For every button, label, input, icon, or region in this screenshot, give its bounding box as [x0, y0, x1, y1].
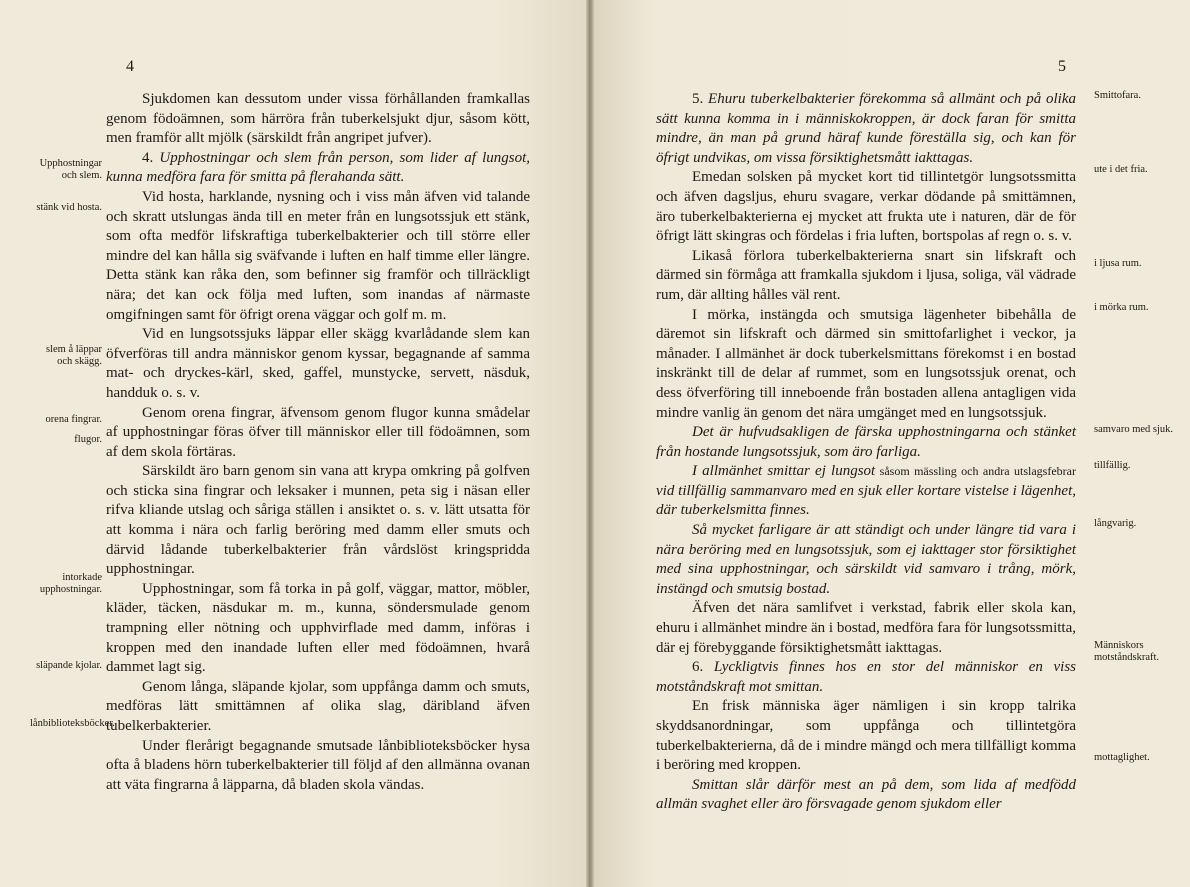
paragraph	[106, 678, 530, 737]
book-gutter	[586, 0, 594, 887]
paragraph	[656, 168, 1076, 246]
text-run: Under flerårigt begagnande smutsade lånbiblioteksböcker hysa ofta å bladens hörn tuberkelbakterier till följd af den allmänna ovanan att väta fingrarna å läpparna, då bladen skola vändas.	[106, 737, 530, 793]
text-run: Äfven det nära samlifvet i verkstad, fabrik eller skola kan, ehuru i allmänhet mindre än i bostad, medföra fara för lungsotssmitta, där ej förebyggande försiktighetsmått iakttagas.	[656, 600, 1076, 656]
text-run: 6.	[692, 659, 714, 676]
margin-note: Smittofara.	[1094, 90, 1141, 101]
paragraph	[106, 149, 530, 188]
margin-note: långvarig.	[1094, 518, 1137, 529]
text-run: Särskildt äro barn genom sin vana att krypa omkring på golfven och sticka sina fingrar och leksaker i munnen, peta sig i näsan eller rifva kliande utslag och såriga ställen i ansiktet o. s. v. lätt utsatta för att komma i nära och farlig beröring med damm eller smuts och därvid lådande tuberkelbakterier från vårdslöst kringspridda upphostningar.	[106, 463, 530, 578]
margin-note: släpande kjolar.	[36, 660, 102, 671]
margin-note: tillfällig.	[1094, 460, 1131, 471]
text-run: I mörka, instängda och smutsiga lägenheter bibehålla de däremot sin lifskraft och därmed sin smittofarlighet i veckor, ja månader. I allmänhet är dock tuberkelsmittans förekomst i en bostad inskränkt till de delar af rummet, som en lungsotssjuk orenat, och dess öfverföring till inneboende från bostaden allena antagligen vida mindre vanlig än genom det nära umgänget med en lungsotssjuk.	[656, 306, 1076, 421]
left-body-text	[106, 90, 530, 795]
text-run: Ehuru tuberkelbakterier förekomma så allmänt och på olika sätt kunna komma in i människokroppen, är dock faran för smitta mindre, än man på grund häraf kunde föreställa sig, och kan för öfrigt undvikas, om vissa försiktighetsmått iakttagas.	[656, 91, 1076, 166]
text-run: Smittan slår därför mest an på dem, som lida af medfödd allmän svaghet eller äro försvagade genom sjukdom eller	[656, 776, 1076, 813]
paragraph	[656, 776, 1076, 815]
paragraph	[656, 90, 1076, 168]
margin-note: samvaro med sjuk.	[1094, 424, 1174, 435]
right-body-text	[656, 90, 1076, 815]
text-run: Emedan solsken på mycket kort tid tillintetgör lungsotssmitta och äfven dagsljus, ehuru svagare, verkar dödande på smittämnen, äro tuberkelbakterierna ej mycket att frukta ute i naturen, där de för öfrigt lätt skingras och fördelas i fria luften, bortspolas af regn o. s. v.	[656, 169, 1076, 245]
paragraph	[656, 247, 1076, 306]
text-run: Så mycket farligare är att ständigt och under längre tid vara i nära beröring med en lungsotssjuk, som ej iakttager stor försiktighet med sina upphostningar, och särskildt vid samvaro i trång, mörk, instängd och smutsig bostad.	[656, 522, 1076, 597]
text-run: 4.	[142, 149, 160, 166]
text-run: En frisk människa äger nämligen i sin kropp talrika skyddsanordningar, som uppfånga och tillintetgöra tuberkelbakterierna, då de i mindre mängd och mera tillfälligt komma i beröring med kroppen.	[656, 698, 1076, 774]
paragraph	[656, 462, 1076, 521]
paragraph	[106, 580, 530, 678]
margin-note: intorkade upphostningar.	[39, 572, 102, 595]
paragraph	[106, 188, 530, 325]
paragraph	[656, 658, 1076, 697]
text-run: Det är hufvudsakligen de färska upphostningarna och stänket från hostande lungsotssjuk, som äro farliga.	[656, 424, 1076, 460]
margin-note: stänk vid hosta.	[36, 202, 102, 213]
text-run: Vid en lungsotssjuks läppar eller skägg kvarlådande slem kan öfverföras till andra människor genom kyssar, begagnande af samma mat- och dryckes-kärl, sked, gaffel, munstycke, servett, näsduk, handduk o. s. v.	[106, 326, 530, 401]
paragraph	[106, 325, 530, 403]
paragraph	[106, 462, 530, 580]
text-run: Likaså förlora tuberkelbakterierna snart sin lifskraft och därmed sin förmåga att framkalla sjukdom i ljusa, soliga, väl vädrade rum, där allting hålles väl rent.	[656, 247, 1076, 303]
text-run: Upphostningar och slem från person, som lider af lungsot, kunna medföra fara för smitta på flerahanda sätt.	[106, 149, 530, 186]
page-number-right: 5	[1058, 58, 1066, 75]
margin-note: lånbiblioteksböcker.	[30, 718, 115, 729]
paragraph	[106, 737, 530, 796]
text-run: Upphostningar, som få torka in på golf, väggar, mattor, möbler, kläder, täcken, näsdukar m. m., kunna, söndersmulade genom trampning eller nötning och upphvirflade med damm, införas i kroppen med den inandade luften eller med födoämnen, hvarå dammet lagt sig.	[106, 580, 530, 676]
margin-note: slem å läppar och skägg.	[46, 344, 102, 367]
text-run: Vid hosta, harklande, nysning och i viss mån äfven vid talande och skratt utslungas ända till en meter från en lungsotssjuk ett stänk, som ofta medför lifskraftiga tuberkelbakterier och till större eller mindre del kan hålla sig sväfvande i luften en half timme eller längre. Detta stänk kan råka den, som befinner sig framför och tillräckligt nära; det kan ock följa med luften, som inandas af närmaste omgifningen samt för öfrigt orena väggar och golf m. m.	[106, 188, 530, 323]
margin-note: ute i det fria.	[1094, 164, 1148, 175]
text-run: I allmänhet smittar ej lungsot	[692, 463, 876, 480]
text-run: 5.	[692, 91, 709, 107]
text-run: vid tillfällig sammanvaro med en sjuk eller kortare vistelse i lägenhet, där tuberkelsmitta finnes.	[656, 482, 1076, 519]
right-page	[594, 0, 1190, 887]
margin-note: i ljusa rum.	[1094, 258, 1142, 269]
text-run: Lyckligtvis finnes hos en stor del människor en viss motståndskraft mot smittan.	[656, 659, 1076, 695]
text-run: såsom mässling och andra utslagsfebrar	[875, 464, 1076, 479]
page-number-left: 4	[126, 58, 134, 75]
text-run: Sjukdomen kan dessutom under vissa förhållanden framkallas genom födoämnen, som härröra från tuberkelsjukt djur, såsom kött, men framför allt mjölk (särskildt från angripet jufver).	[106, 91, 530, 147]
margin-note: Människors motståndskraft.	[1094, 640, 1160, 663]
paragraph	[106, 404, 530, 463]
margin-note: Upphostningar och slem.	[39, 158, 102, 181]
paragraph	[656, 697, 1076, 775]
paragraph	[656, 423, 1076, 462]
margin-note: orena fingrar.	[45, 414, 102, 425]
paragraph	[656, 599, 1076, 658]
margin-note: mottaglighet.	[1094, 752, 1150, 763]
margin-note: i mörka rum.	[1094, 302, 1149, 313]
margin-note: flugor.	[74, 434, 102, 445]
text-run: Genom långa, släpande kjolar, som uppfånga damm och smuts, medföras lätt smittämnen af olika slag, däribland äfven tubelkerbakterier.	[106, 678, 530, 734]
paragraph	[106, 90, 530, 149]
paragraph	[656, 306, 1076, 424]
text-run: Genom orena fingrar, äfvensom genom flugor kunna smådelar af upphostningar föras öfver till människor eller till födoämnen, som af dem skola förtäras.	[106, 404, 530, 460]
paragraph	[656, 521, 1076, 599]
left-page	[0, 0, 586, 887]
